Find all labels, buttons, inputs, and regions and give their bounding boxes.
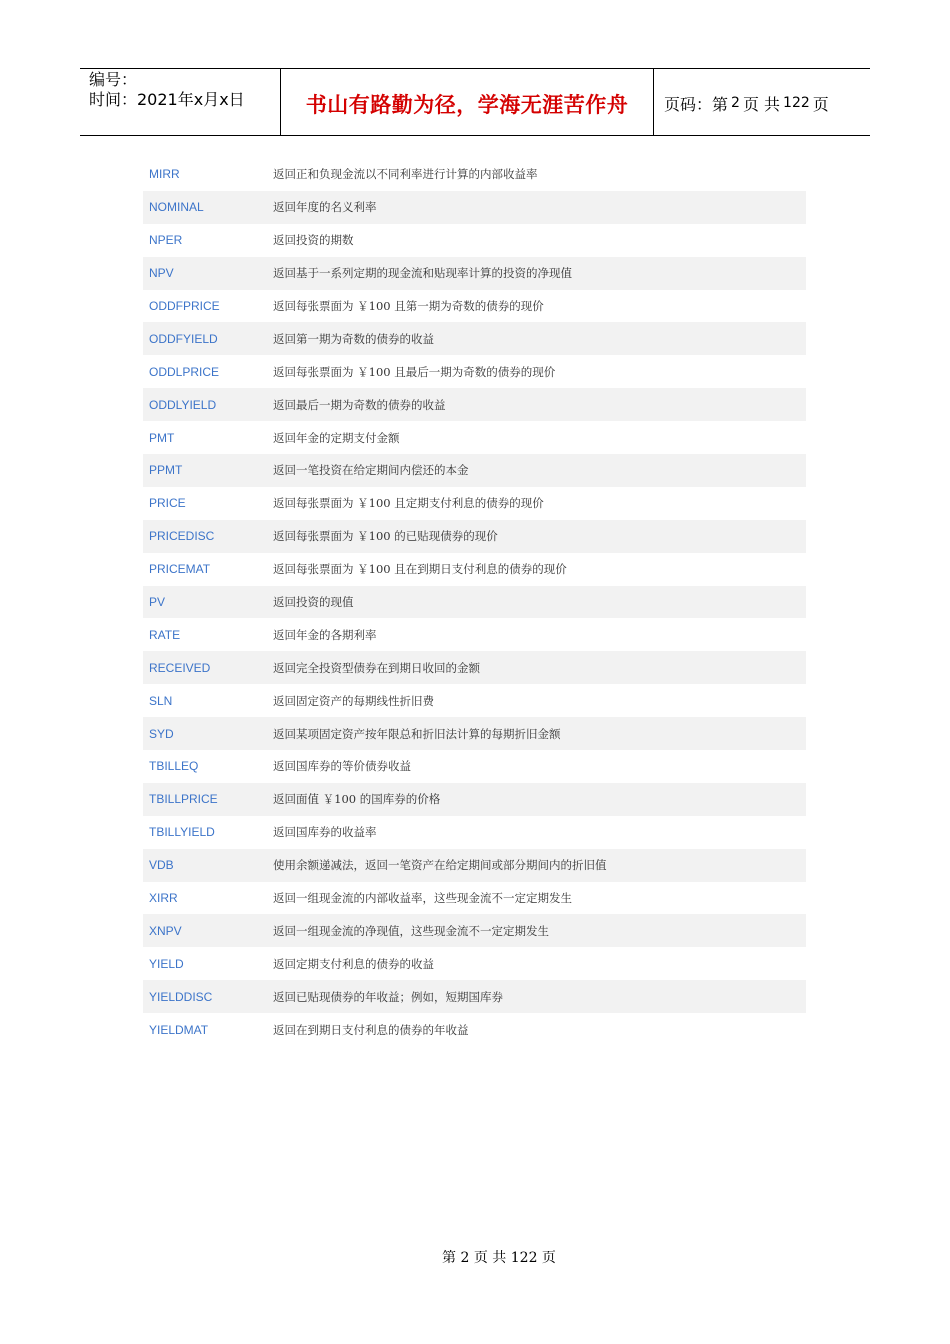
function-name-link[interactable]: ODDLYIELD <box>149 397 217 412</box>
table-row <box>143 191 806 224</box>
function-description: 返回每张票面为 ￥100 且第一期为奇数的债券的现价 <box>273 299 544 313</box>
function-name-link[interactable]: PRICEDISC <box>149 529 215 544</box>
function-name-link[interactable]: TBILLEQ <box>149 759 199 774</box>
function-name-link[interactable]: ODDFPRICE <box>149 299 220 313</box>
function-name-link[interactable]: PMT <box>149 430 175 445</box>
header-motto: 书山有路勤为径，学海无涯苦作舟 <box>305 92 629 117</box>
page-end-label: 页 <box>812 94 829 114</box>
function-name-link[interactable]: PRICE <box>149 496 186 511</box>
page-label: 页码：第 <box>664 94 729 114</box>
function-description: 返回每张票面为 ￥100 且最后一期为奇数的债券的现价 <box>273 364 556 379</box>
table-row <box>143 520 806 553</box>
function-description: 返回一笔投资在给定期间内偿还的本金 <box>273 463 469 478</box>
function-description: 返回一组现金流的净现值，这些现金流不一定定期发生 <box>273 923 549 938</box>
function-name-link[interactable]: PPMT <box>149 463 183 478</box>
function-description: 返回国库券的等价债券收益 <box>273 759 411 774</box>
table-row <box>143 947 806 980</box>
function-name-link[interactable]: YIELD <box>149 956 184 971</box>
function-description: 返回每张票面为 ￥100 且在到期日支付利息的债券的现价 <box>273 562 567 577</box>
function-description: 返回定期支付利息的债券的收益 <box>273 956 434 971</box>
function-name-link[interactable]: MIRR <box>149 167 180 182</box>
table-row <box>143 322 806 355</box>
table-row <box>143 224 806 257</box>
function-description: 返回面值 ￥100 的国库券的价格 <box>273 792 441 807</box>
table-row <box>143 750 806 783</box>
function-name-link[interactable]: ODDFYIELD <box>149 331 218 346</box>
table-row <box>143 454 806 487</box>
function-name-link[interactable]: NPV <box>149 266 174 281</box>
table-row <box>143 980 806 1013</box>
function-description: 返回完全投资型债券在到期日收回的金额 <box>273 660 480 675</box>
page-mid-label: 页 共 <box>742 94 781 114</box>
table-row <box>143 849 806 882</box>
table-row <box>143 290 806 323</box>
table-row <box>143 487 806 520</box>
function-description: 返回年金的各期利率 <box>273 627 377 642</box>
function-name-link[interactable]: NPER <box>149 233 183 248</box>
function-description: 返回年度的名义利率 <box>273 200 377 215</box>
table-row <box>143 553 806 586</box>
table-row <box>143 1013 806 1046</box>
table-row <box>143 355 806 388</box>
function-description: 返回国库券的收益率 <box>273 825 377 840</box>
function-name-link[interactable]: SLN <box>149 693 173 708</box>
function-description: 返回已贴现债券的年收益；例如，短期国库券 <box>273 989 503 1004</box>
function-name-link[interactable]: TBILLPRICE <box>149 792 218 807</box>
header-motto-cell <box>281 69 654 135</box>
function-name-link[interactable]: YIELDDISC <box>149 989 213 1004</box>
table-row <box>143 816 806 849</box>
function-description: 返回基于一系列定期的现金流和贴现率计算的投资的净现值 <box>273 266 572 281</box>
table-row <box>143 586 806 619</box>
function-description: 返回在到期日支付利息的债券的年收益 <box>273 1022 469 1037</box>
function-description: 返回固定资产的每期线性折旧费 <box>273 693 434 708</box>
function-description: 返回最后一期为奇数的债券的收益 <box>273 397 446 412</box>
table-row <box>143 717 806 750</box>
doc-time-label: 时间：2021年x月x日 <box>89 90 245 109</box>
function-description: 返回每张票面为 ￥100 且定期支付利息的债券的现价 <box>273 496 544 511</box>
function-name-link[interactable]: NOMINAL <box>149 200 204 215</box>
function-name-link[interactable]: VDB <box>149 858 174 873</box>
function-name-link[interactable]: XIRR <box>149 891 178 906</box>
page-footer: 第 2 页 共 122 页 <box>442 1250 556 1266</box>
function-table <box>143 158 806 1046</box>
function-description: 返回某项固定资产按年限总和折旧法计算的每期折旧金额 <box>273 726 561 741</box>
function-description: 返回投资的现值 <box>273 595 354 610</box>
table-row <box>143 421 806 454</box>
table-row <box>143 914 806 947</box>
table-row <box>143 618 806 651</box>
page-header <box>80 68 870 136</box>
table-row <box>143 882 806 915</box>
function-name-link[interactable]: XNPV <box>149 923 182 938</box>
function-name-link[interactable]: RECEIVED <box>149 660 211 675</box>
header-page-info <box>654 69 870 135</box>
table-row <box>143 651 806 684</box>
table-row <box>143 257 806 290</box>
function-name-link[interactable]: YIELDMAT <box>149 1022 209 1037</box>
function-name-link[interactable]: PV <box>149 595 166 610</box>
function-name-link[interactable]: SYD <box>149 726 174 741</box>
table-row <box>143 388 806 421</box>
table-row <box>143 158 806 191</box>
function-description: 返回每张票面为 ￥100 的已贴现债券的现价 <box>273 529 498 544</box>
function-description: 返回一组现金流的内部收益率，这些现金流不一定定期发生 <box>273 891 572 906</box>
function-description: 返回正和负现金流以不同利率进行计算的内部收益率 <box>273 167 538 182</box>
table-row <box>143 684 806 717</box>
function-description: 返回年金的定期支付金额 <box>273 430 400 445</box>
table-row <box>143 783 806 816</box>
header-meta <box>80 69 281 135</box>
function-description: 使用余额递减法，返回一笔资产在给定期间或部分期间内的折旧值 <box>273 858 607 873</box>
function-description: 返回投资的期数 <box>273 233 354 248</box>
function-name-link[interactable]: ODDLPRICE <box>149 364 220 379</box>
function-description: 返回第一期为奇数的债券的收益 <box>273 331 434 346</box>
page-number: 2 <box>731 95 740 111</box>
function-name-link[interactable]: RATE <box>149 627 181 642</box>
doc-code-label: 编号： <box>89 70 138 89</box>
page-total: 122 <box>783 95 810 111</box>
function-name-link[interactable]: TBILLYIELD <box>149 825 215 840</box>
function-name-link[interactable]: PRICEMAT <box>149 562 211 577</box>
